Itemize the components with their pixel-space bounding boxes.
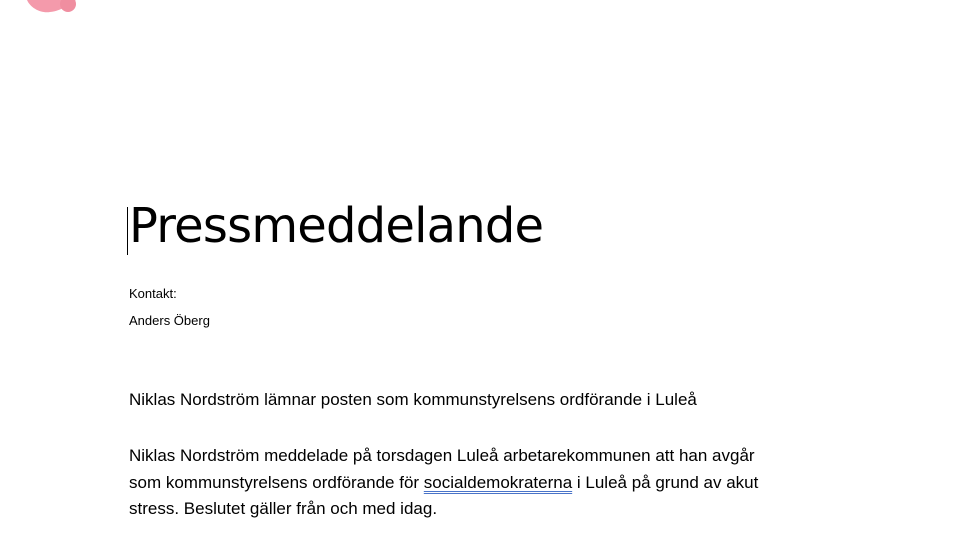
decorative-blob-icon — [18, 0, 82, 14]
body-paragraph[interactable] — [129, 443, 758, 523]
press-headline[interactable]: Niklas Nordström lämnar posten som kommunstyrelsens ordförande i Luleå — [129, 390, 697, 409]
body-line-2-end[interactable]: i Luleå på grund av akut — [572, 472, 759, 492]
contact-label[interactable]: Kontakt: — [129, 286, 177, 301]
body-line-2[interactable] — [129, 470, 758, 497]
text-cursor — [127, 207, 128, 255]
body-line-1[interactable]: Niklas Nordström meddelade på torsdagen Luleå arbetarekommunen att han avgår — [129, 446, 755, 465]
spellcheck-flagged-word[interactable]: socialdemokraterna — [423, 472, 573, 492]
body-line-2-start[interactable]: som kommunstyrelsens ordförande för — [129, 472, 424, 492]
body-line-3[interactable]: stress. Beslutet gäller från och med idag. — [129, 499, 438, 518]
contact-name[interactable]: Anders Öberg — [129, 313, 210, 328]
document-title[interactable]: Pressmeddelande — [129, 198, 544, 254]
